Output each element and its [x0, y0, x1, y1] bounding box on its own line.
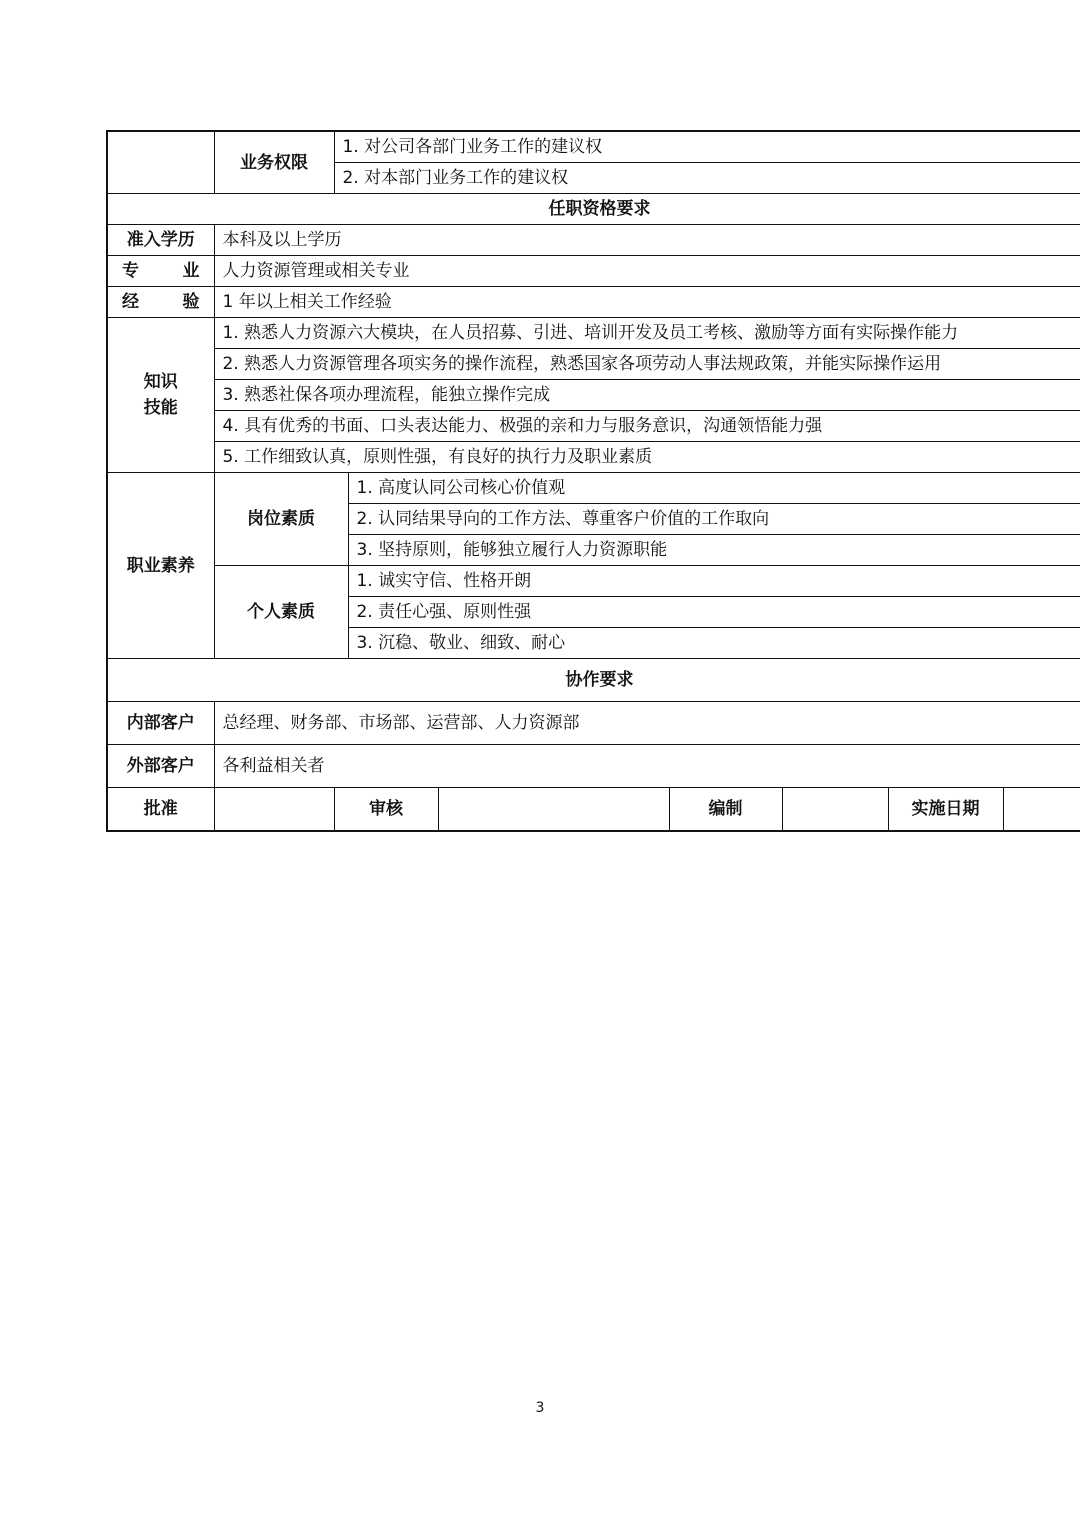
personal-quality-item: 1. 诚实守信、性格开朗 — [348, 566, 1080, 597]
blank-cell — [107, 131, 214, 194]
compile-field[interactable] — [782, 788, 888, 832]
personal-quality-label: 个人素质 — [214, 566, 348, 659]
approve-label: 批准 — [107, 788, 214, 832]
cooperation-header-row — [107, 659, 1080, 702]
skills-row — [107, 349, 1080, 380]
compile-label: 编制 — [669, 788, 782, 832]
education-row — [107, 225, 1080, 256]
internal-client-row — [107, 702, 1080, 745]
experience-value: 1 年以上相关工作经验 — [214, 287, 1080, 318]
position-quality-item: 3. 坚持原则，能够独立履行人力资源职能 — [348, 535, 1080, 566]
position-quality-label: 岗位素质 — [214, 473, 348, 566]
internal-client-label: 内部客户 — [107, 702, 214, 745]
external-client-value: 各利益相关者 — [214, 745, 1080, 788]
skill-item: 3. 熟悉社保各项办理流程，能独立操作完成 — [214, 380, 1080, 411]
internal-client-value: 总经理、财务部、市场部、运营部、人力资源部 — [214, 702, 1080, 745]
approve-field[interactable] — [214, 788, 334, 832]
professionalism-row — [107, 566, 1080, 597]
effective-date-label: 实施日期 — [888, 788, 1003, 832]
skills-label-line: 知识 — [143, 372, 178, 392]
professionalism-label: 职业素养 — [107, 473, 214, 659]
authority-label: 业务权限 — [214, 131, 334, 194]
page-number: 3 — [535, 1400, 545, 1416]
review-field[interactable] — [438, 788, 669, 832]
job-description-table — [106, 130, 1080, 832]
qualifications-header-row — [107, 194, 1080, 225]
skills-row — [107, 318, 1080, 349]
skills-label-line: 技能 — [143, 398, 178, 418]
cooperation-title: 协作要求 — [107, 659, 1080, 702]
skill-item: 4. 具有优秀的书面、口头表达能力、极强的亲和力与服务意识，沟通领悟能力强 — [214, 411, 1080, 442]
skill-item: 5. 工作细致认真，原则性强，有良好的执行力及职业素质 — [214, 442, 1080, 473]
skills-row — [107, 411, 1080, 442]
skills-label — [107, 318, 214, 473]
experience-label: 经 验 — [107, 287, 214, 318]
position-quality-item: 2. 认同结果导向的工作方法、尊重客户价值的工作取向 — [348, 504, 1080, 535]
qualifications-title: 任职资格要求 — [107, 194, 1080, 225]
authority-row-1 — [107, 131, 1080, 163]
skills-row — [107, 380, 1080, 411]
skills-row — [107, 442, 1080, 473]
experience-row — [107, 287, 1080, 318]
personal-quality-item: 2. 责任心强、原则性强 — [348, 597, 1080, 628]
review-label: 审核 — [334, 788, 438, 832]
skill-item: 2. 熟悉人力资源管理各项实务的操作流程，熟悉国家各项劳动人事法规政策，并能实际操作运用 — [214, 349, 1080, 380]
education-label: 准入学历 — [107, 225, 214, 256]
major-value: 人力资源管理或相关专业 — [214, 256, 1080, 287]
external-client-label: 外部客户 — [107, 745, 214, 788]
signoff-row — [107, 788, 1080, 832]
authority-item: 2. 对本部门业务工作的建议权 — [334, 163, 1080, 194]
external-client-row — [107, 745, 1080, 788]
effective-date-field[interactable] — [1003, 788, 1080, 832]
professionalism-row — [107, 473, 1080, 504]
education-value: 本科及以上学历 — [214, 225, 1080, 256]
major-label: 专 业 — [107, 256, 214, 287]
position-quality-item: 1. 高度认同公司核心价值观 — [348, 473, 1080, 504]
skill-item: 1. 熟悉人力资源六大模块，在人员招募、引进、培训开发及员工考核、激励等方面有实际操作能力 — [214, 318, 1080, 349]
personal-quality-item: 3. 沉稳、敬业、细致、耐心 — [348, 628, 1080, 659]
major-row — [107, 256, 1080, 287]
authority-item: 1. 对公司各部门业务工作的建议权 — [334, 131, 1080, 163]
